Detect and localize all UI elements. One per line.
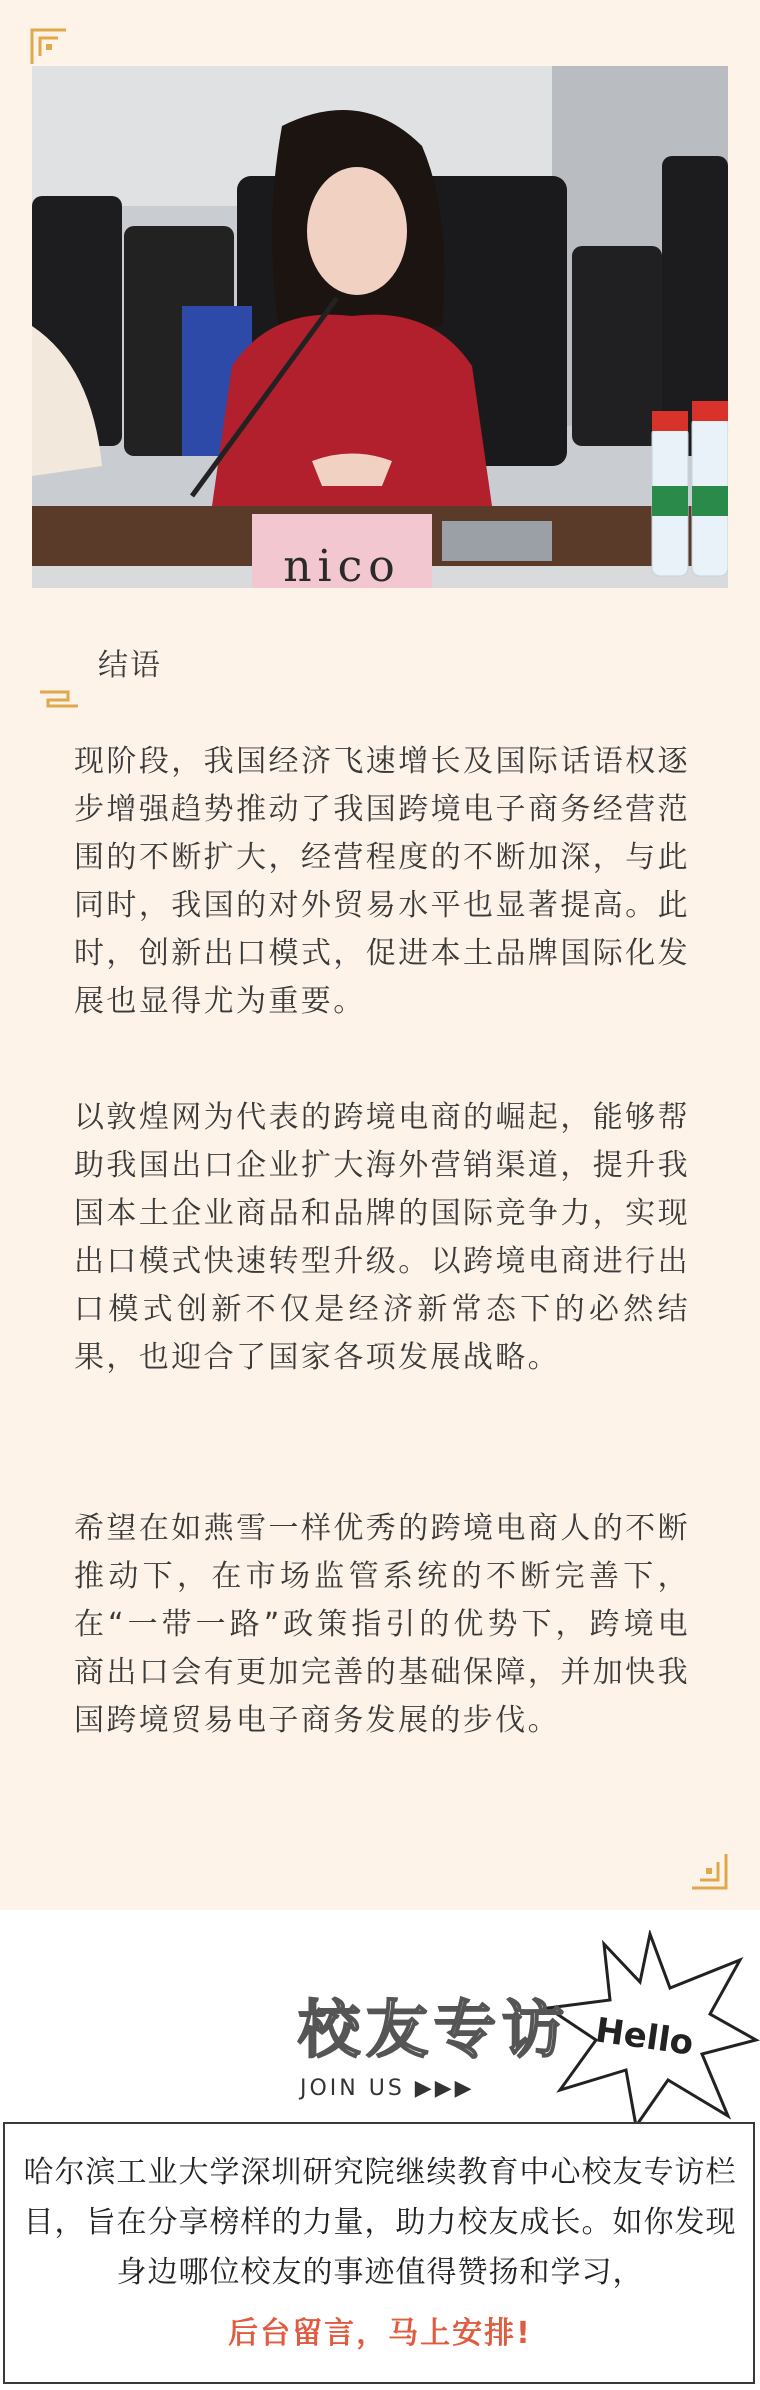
hello-text: Hello	[593, 2010, 696, 2064]
corner-ornament-icon	[30, 28, 68, 66]
cta-text: 后台留言，马上安排!	[228, 2316, 532, 2351]
join-us-link[interactable]: JOIN US ▶▶▶	[300, 2076, 475, 2101]
section-title: 结语	[98, 648, 162, 683]
info-description: 哈尔滨工业大学深圳研究院继续教育中心校友专访栏目，旨在分享榜样的力量，助力校友成长。如你发现身边哪位校友的事迹值得赞扬和学习，	[23, 2155, 737, 2290]
hello-burst-icon	[540, 1930, 760, 2130]
brand-title: 校友专访	[298, 1993, 571, 2066]
paragraph-3: 希望在如燕雪一样优秀的跨境电商人的不断推动下，在市场监管系统的不断完善下，在“一带一路”政策指引的优势下，跨境电商出口会有更加完善的基础保障，并加快我国跨境贸易电子商务发展的步伐。	[74, 1511, 690, 1738]
title-ornament-icon	[38, 686, 80, 708]
paragraph-2: 以敦煌网为代表的跨境电商的崛起，能够帮助我国出口企业扩大海外营销渠道，提升我国本土企业商品和品牌的国际竞争力，实现出口模式快速转型升级。以跨境电商进行出口模式创新不仅是经济新常态下的必然结果，也迎合了国家各项发展战略。	[74, 1100, 690, 1375]
speaker-photo	[32, 66, 728, 588]
paragraph-1: 现阶段，我国经济飞速增长及国际话语权逐步增强趋势推动了我国跨境电子商务经营范围的不断扩大，经营程度的不断加深，与此同时，我国的对外贸易水平也显著提高。此时，创新出口模式，促进本土品牌国际化发展也显得尤为重要。	[74, 744, 690, 1019]
name-card-text: nico	[283, 541, 401, 588]
corner-ornament-icon	[690, 1852, 728, 1890]
